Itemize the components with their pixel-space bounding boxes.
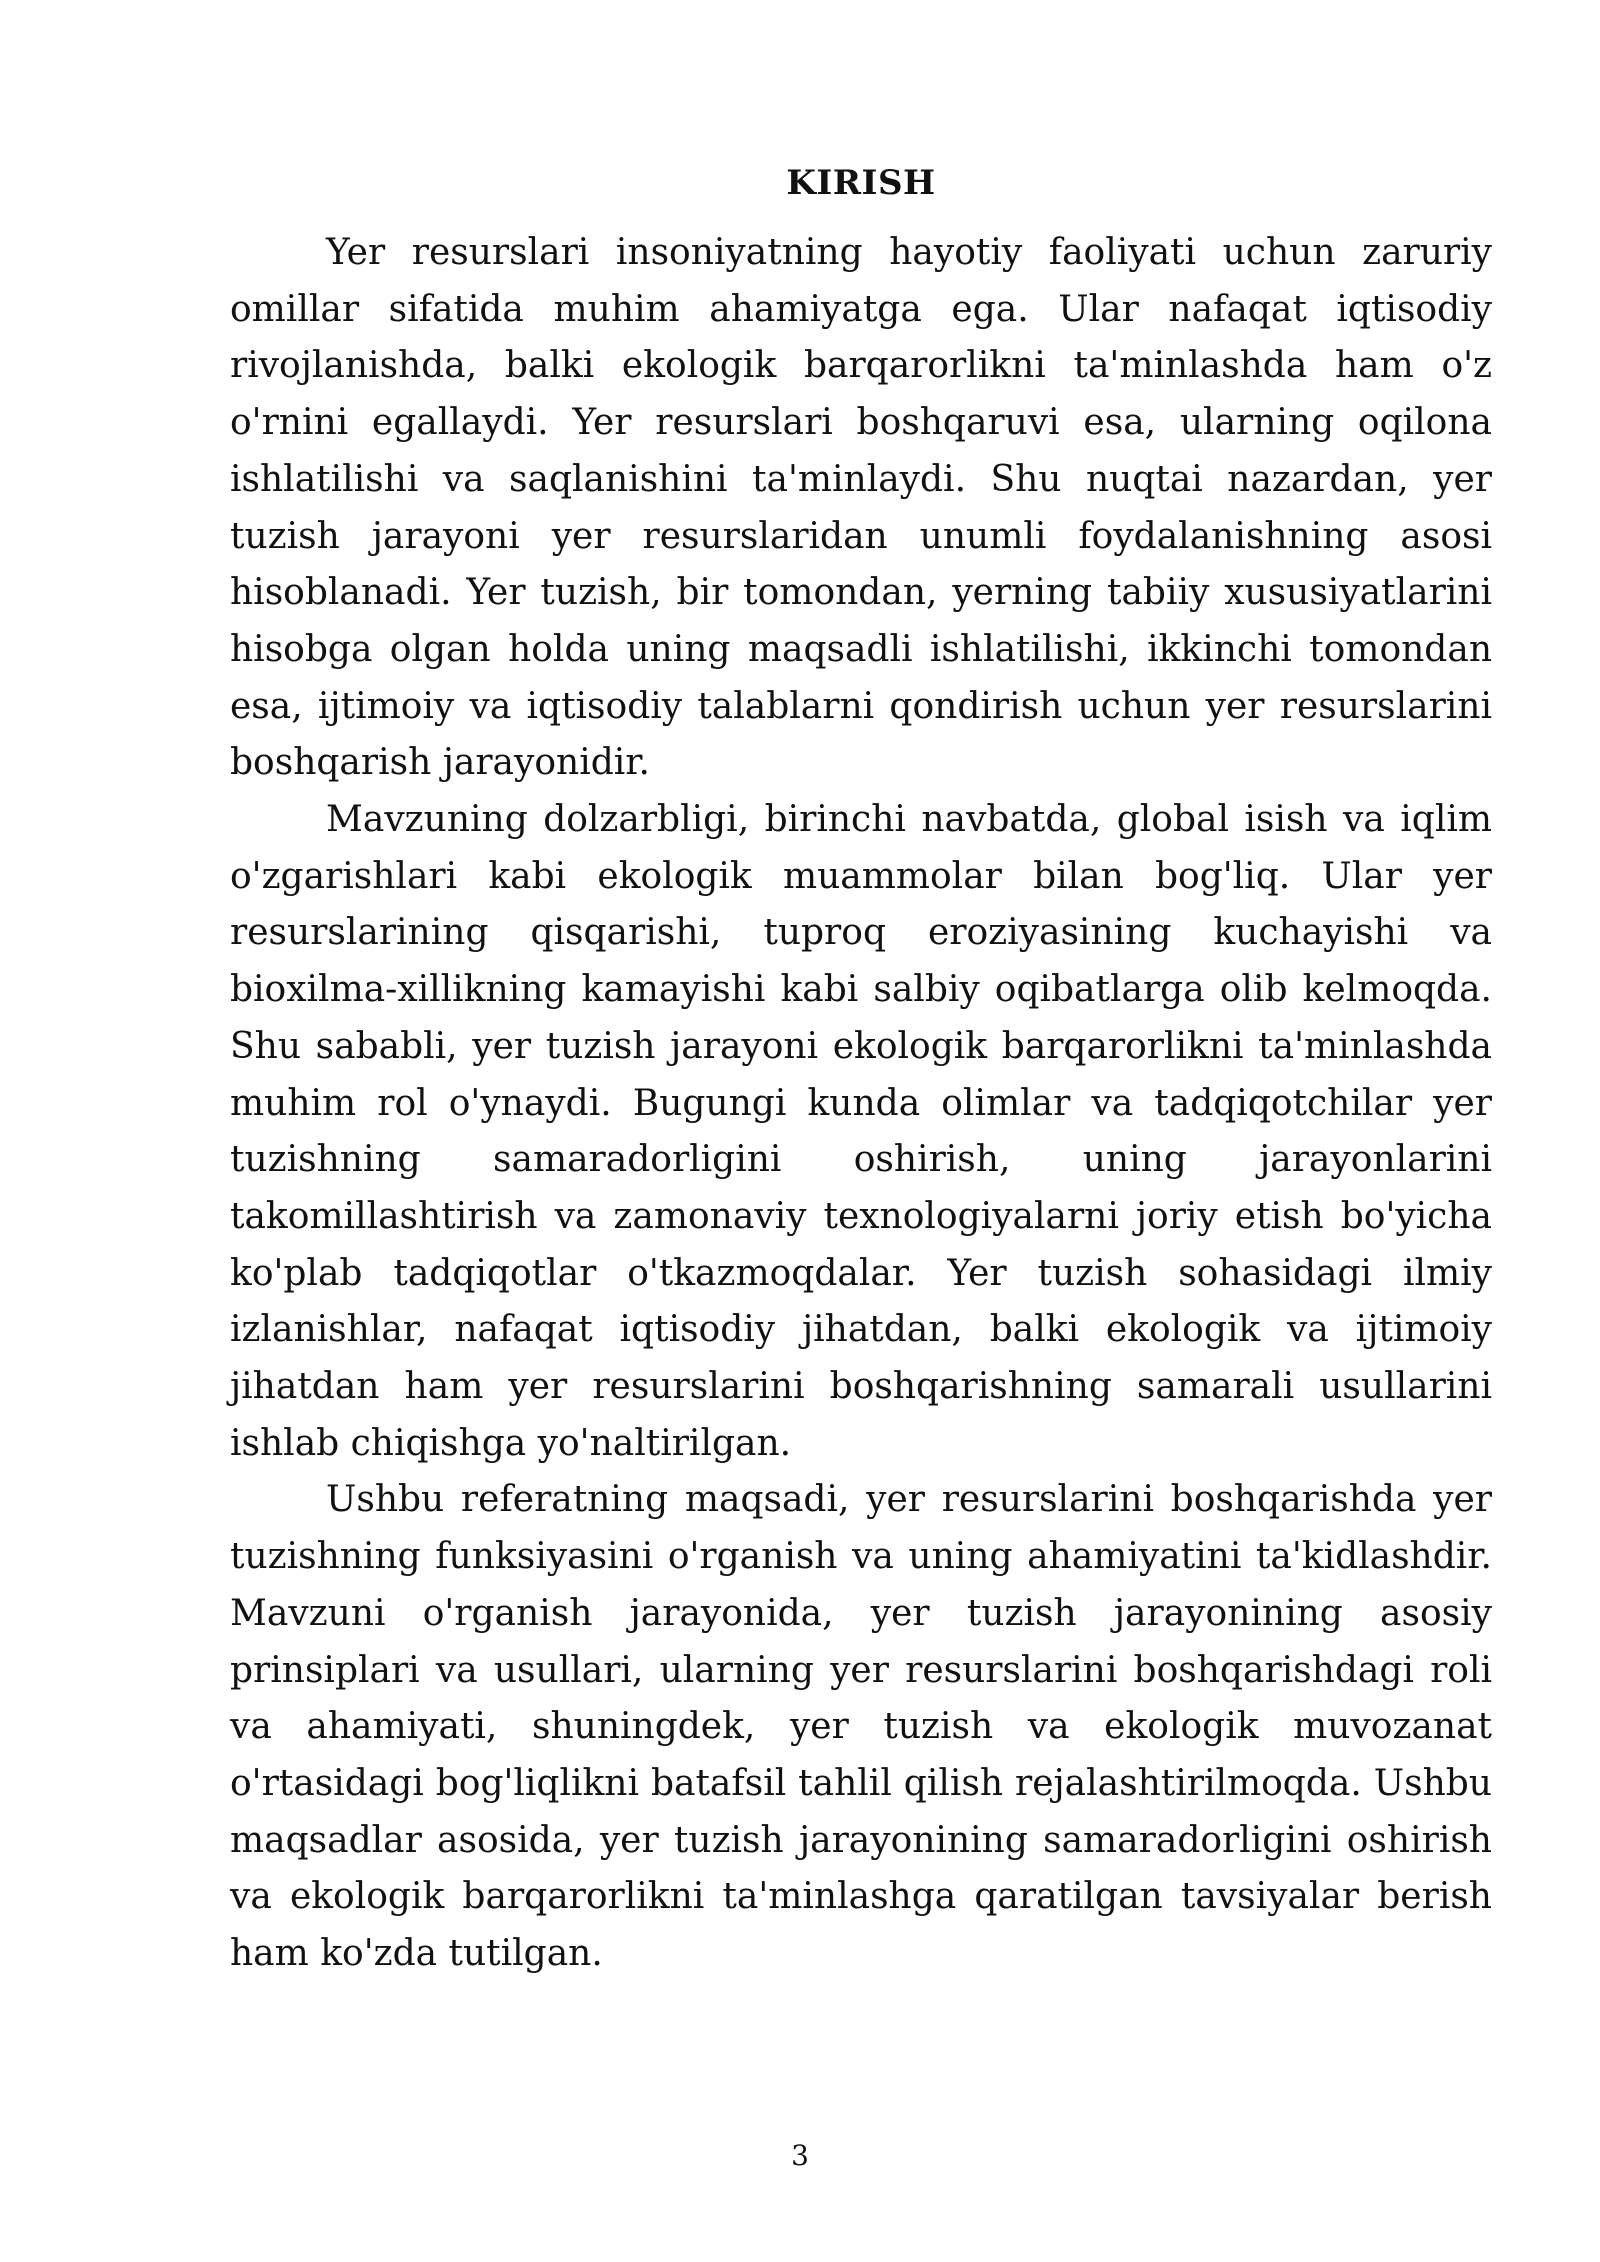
paragraph-purpose: Ushbu referatning maqsadi, yer resurslarini boshqarishda yer tuzishning funksiyasini o'rganish va uning ahamiyatini ta'kidlashdir. Mavzuni o'rganish jarayonida, yer tuzish jarayonining asosiy prinsiplari va usullari, ularning yer resurslarini boshqarishdagi roli va ahamiyati, shuningdek, yer tuzish va ekologik muvozanat o'rtasidagi bog'liqlikni batafsil tahlil qilish rejalashtirilmoqda. Ushbu maqsadlar asosida, yer tuzish jarayonining samaradorligini oshirish va ekologik barqarorlikni ta'minlashga qaratilgan tavsiyalar berish ham ko'zda tutilgan. — [230, 1479, 1492, 1975]
paragraph-introduction: Yer resurslari insoniyatning hayotiy faoliyati uchun zaruriy omillar sifatida muhim ahamiyatga ega. Ular nafaqat iqtisodiy rivojlanishda, balki ekologik barqarorlikni ta'minlashda ham o'z o'rnini egallaydi. Yer resurslari boshqaruvi esa, ularning oqilona ishlatilishi va saqlanishini ta'minlaydi. Shu nuqtai nazardan, yer tuzish jarayoni yer resurslaridan unumli foydalanishning asosi hisoblanadi. Yer tuzish, bir tomondan, yerning tabiiy xususiyatlarini hisobga olgan holda uning maqsadli ishlatilishi, ikkinchi tomondan esa, ijtimoiy va iqtisodiy talablarni qondirish uchun yer resurslarini boshqarish jarayonidir. — [230, 232, 1492, 784]
page-content — [230, 155, 1492, 1983]
page-number: 3 — [791, 2139, 809, 2172]
paragraph-relevance: Mavzuning dolzarbligi, birinchi navbatda, global isish va iqlim o'zgarishlari kabi ekologik muammolar bilan bog'liq. Ular yer resurslarining qisqarishi, tuproq eroziyasining kuchayishi va bioxilma-xillikning kamayishi kabi salbiy oqibatlarga olib kelmoqda. Shu sababli, yer tuzish jarayoni ekologik barqarorlikni ta'minlashda muhim rol o'ynaydi. Bugungi kunda olimlar va tadqiqotchilar yer tuzishning samaradorligini oshirish, uning jarayonlarini takomillashtirish va zamonaviy texnologiyalarni joriy etish bo'yicha ko'plab tadqiqotlar o'tkazmoqdalar. Yer tuzish sohasidagi ilmiy izlanishlar, nafaqat iqtisodiy jihatdan, balki ekologik va ijtimoiy jihatdan ham yer resurslarini boshqarishning samarali usullarini ishlab chiqishga yo'naltirilgan. — [230, 799, 1492, 1464]
section-title: KIRISH — [786, 163, 936, 203]
